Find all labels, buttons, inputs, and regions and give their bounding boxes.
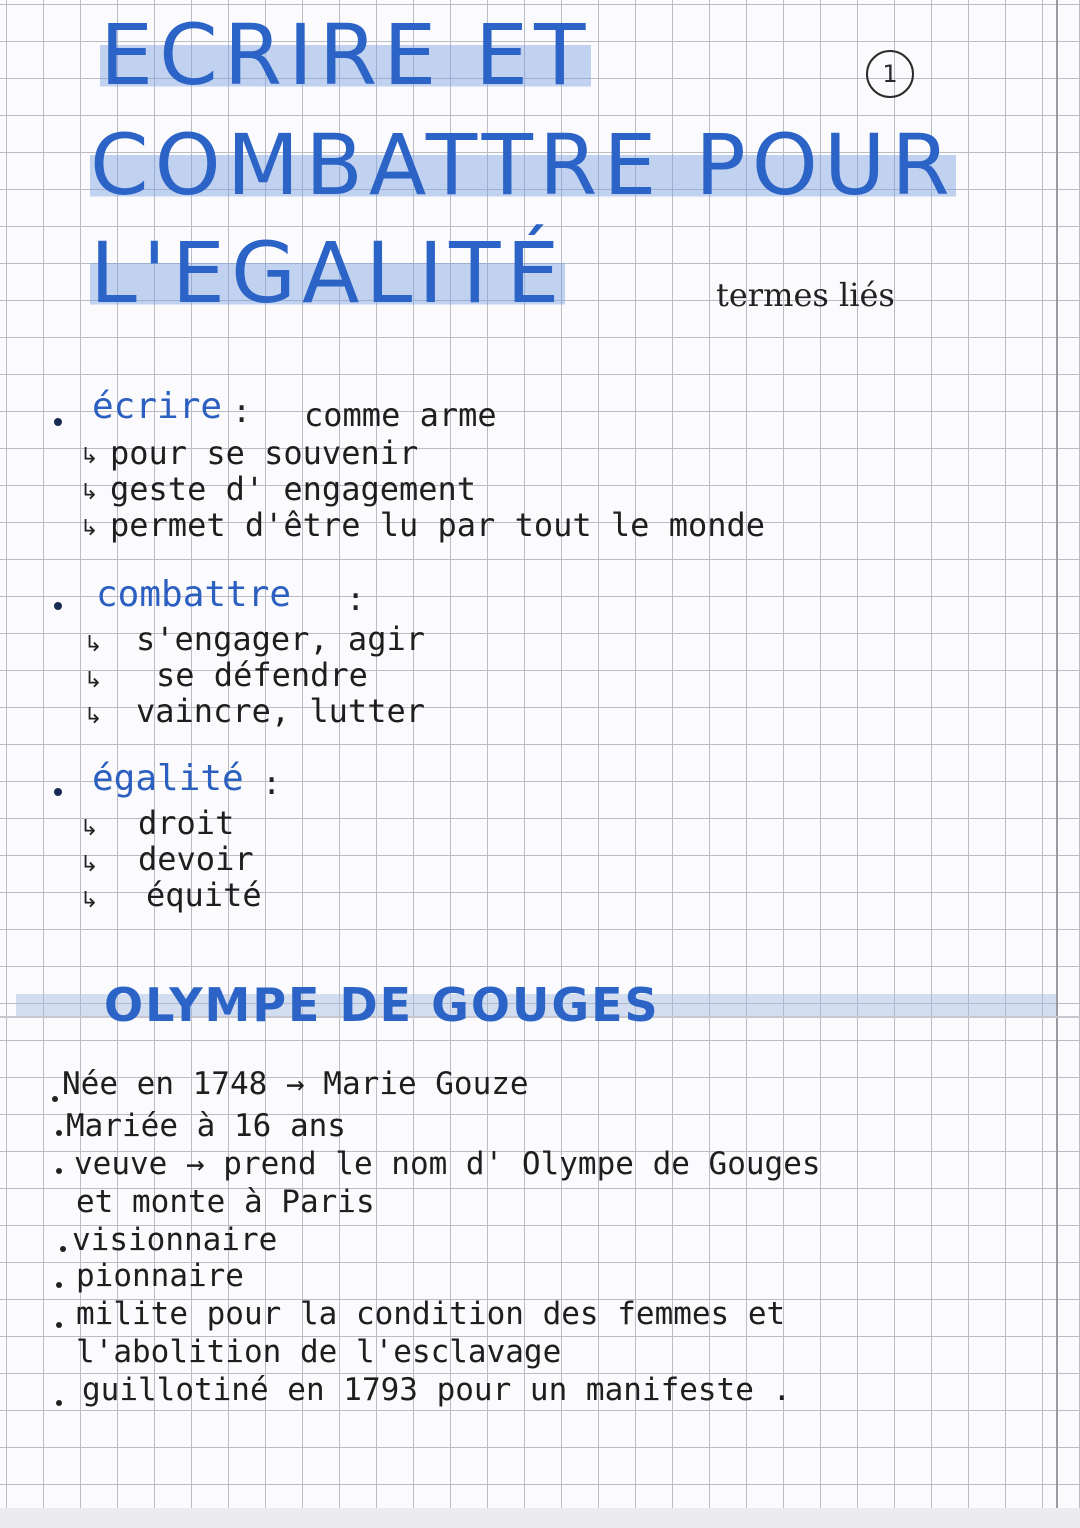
bullet-icon [60,1246,66,1252]
arrow-icon: ↳ [84,704,103,729]
title-line-2: COMBATTRE POUR [90,116,956,214]
list-item: permet d'être lu par tout le monde [110,506,766,544]
bullet-icon [54,788,62,796]
heading-egalite: égalité [92,758,244,799]
bullet-icon [52,1096,58,1102]
list-item: droit [138,804,235,842]
bullet-icon [56,1168,62,1174]
bullet-icon [56,1322,62,1328]
arrow-icon: ↳ [84,668,103,693]
arrow-icon: ↳ [80,816,99,841]
section-title: OLYMPE DE GOUGES [104,978,660,1032]
bio-line: l'abolition de l'esclavage [76,1334,562,1370]
bio-line: Née en 1748 → Marie Gouze [62,1066,529,1102]
list-item: geste d' engagement [110,470,477,508]
heading-colon: : [232,392,252,430]
title-line-3: L'EGALITÉ [90,224,566,322]
list-item: pour se souvenir [110,434,419,472]
list-item: s'engager, agir [136,620,425,658]
heading-colon: : [262,764,282,802]
arrow-icon: ↳ [80,852,99,877]
bio-line: Mariée à 16 ans [66,1108,346,1144]
arrow-icon: ↳ [80,888,99,913]
page-number: 1 [866,50,914,98]
heading-ecrire: écrire [92,386,223,427]
bullet-icon [54,418,62,426]
bio-line: et monte à Paris [76,1184,375,1220]
bio-line: veuve → prend le nom d' Olympe de Gouges [74,1146,821,1182]
bio-line: pionnaire [76,1258,244,1294]
arrow-icon: ↳ [80,444,99,469]
list-item: devoir [138,840,254,878]
title-line-1: ECRIRE ET [100,6,592,104]
arrow-icon: ↳ [80,516,99,541]
list-item: vaincre, lutter [136,692,425,730]
subtitle: termes liés [716,276,895,314]
bio-line: visionnaire [72,1222,278,1258]
margin-line [1056,0,1058,1528]
bio-line: milite pour la condition des femmes et [76,1296,786,1332]
heading-colon: : [346,580,366,618]
list-item: équité [146,876,262,914]
bullet-icon [54,602,62,610]
bio-line: guillotiné en 1793 pour un manifeste . [82,1372,792,1408]
bullet-icon [56,1130,62,1136]
bullet-icon [56,1400,62,1406]
page-bottom-edge [0,1508,1080,1528]
arrow-icon: ↳ [80,480,99,505]
heading-combattre: combattre [96,574,292,615]
inline-note: comme arme [304,396,497,434]
arrow-icon: ↳ [84,632,103,657]
list-item: se défendre [156,656,368,694]
bullet-icon [56,1282,62,1288]
